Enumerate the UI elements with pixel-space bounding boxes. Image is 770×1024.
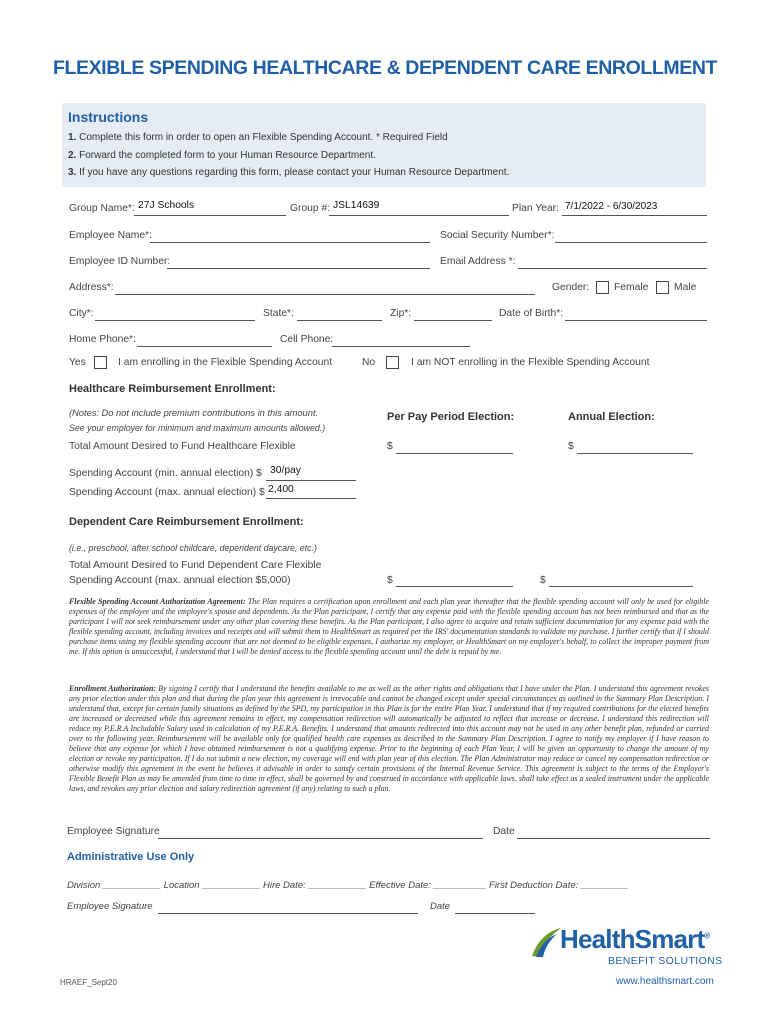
female-label: Female [614,282,649,293]
healthcare-max-value: 2,400 [268,484,294,495]
healthcare-min-label: Spending Account (min. annual election) $ [69,468,262,479]
instruction-line: 1. Complete this form in order to open an Flexible Spending Account. * Required Field [68,132,448,143]
dollar-sign: $ [568,441,574,452]
healthcare-note-2: See your employer for minimum and maximum amounts allowed.) [69,423,326,433]
enroll-yes-text: I am enrolling in the Flexible Spending Account [118,357,333,368]
admin-signature-field[interactable] [158,913,418,914]
healthcare-note-1: (Notes: Do not include premium contributions in this amount. [69,408,319,418]
home-phone-field[interactable] [137,346,272,347]
dependent-heading: Dependent Care Reimbursement Enrollment: [69,516,304,528]
dollar-sign: $ [540,575,546,586]
cell-phone-field[interactable] [332,346,470,347]
signature-date-label: Date [493,826,515,837]
website-link[interactable]: www.healthsmart.com [616,976,714,987]
instructions-heading: Instructions [68,109,149,125]
address-label: Address*: [69,282,114,293]
dependent-total-line-1: Total Amount Desired to Fund Dependent Care Flexible [69,560,322,571]
healthcare-heading: Healthcare Reimbursement Enrollment: [69,383,276,395]
gender-label: Gender: [552,282,590,293]
plan-year-value: 7/1/2022 - 6/30/2023 [565,201,658,212]
enroll-no-checkbox[interactable] [386,356,399,369]
ssn-field[interactable] [555,242,707,243]
logo-subtitle: BENEFIT SOLUTIONS [608,955,723,967]
zip-label: Zip*: [390,308,412,319]
instruction-line: 3. If you have any questions regarding this form, please contact your Human Resource Department. [68,167,510,178]
dollar-sign: $ [387,441,393,452]
dependent-total-line-2: Spending Account (max. annual election $5,000) [69,575,291,586]
dollar-sign: $ [387,575,393,586]
group-name-field[interactable] [134,215,286,216]
dependent-per-pay-field[interactable] [396,586,513,587]
city-label: City*: [69,308,94,319]
healthcare-annual-field[interactable] [577,453,693,454]
dob-label: Date of Birth*: [499,308,564,319]
healthcare-min-value: 30/pay [270,465,301,476]
male-checkbox[interactable] [656,281,669,294]
dob-field[interactable] [565,320,707,321]
plan-year-field[interactable] [562,215,707,216]
group-number-value: JSL14639 [333,200,380,211]
form-title: FLEXIBLE SPENDING HEALTHCARE & DEPENDENT CARE ENROLLMENT [52,57,718,79]
employee-signature-label: Employee Signature [67,826,160,837]
plan-year-label: Plan Year: [512,203,559,214]
instruction-line: 2. Forward the completed form to your Human Resource Department. [68,150,376,161]
group-number-label: Group #: [290,203,331,214]
cell-phone-label: Cell Phone: [280,334,334,345]
healthcare-max-label: Spending Account (max. annual election) $ [69,487,265,498]
address-field[interactable] [115,294,535,295]
state-field[interactable] [297,320,382,321]
yes-label: Yes [69,357,86,368]
employee-id-label: Employee ID Number: [69,256,171,267]
admin-date-label: Date [430,901,451,912]
authorization-agreement: Flexible Spending Account Authorization Agreement: The Plan requires a certification upon enrollment and each plan year thereafter that the flexible spending account will only be used for eligible expenses of the employee and the employee's spouse and dependents. As the Plan participant, I certify that any expense paid with the flexible spending account has not been reimbursed and that as the participant I will not seek reimbursement under any other plan covering these benefits. As the Plan participant, I also agree to acquire and retain sufficient documentation for any expense paid with the flexible spending account, including invoices and receipts and will submit them to HealthSmart as required per the IRS' documentation standards to validate my purchase. I further certify that if I should purchase items using my flexible spending account that are not deemed to be eligible expenses, I authorize my employer, or HealthSmart on my employer's behalf, to collect the improper payment from me. If this option is unsuccessful, I understand that I will be denied access to the flexible spending account until the debt is repaid by me. [69,597,709,656]
enroll-no-text: I am NOT enrolling in the Flexible Spending Account [411,357,650,368]
employee-signature-field[interactable] [158,838,483,839]
form-code: HRAEF_Sept20 [60,978,117,987]
enroll-yes-checkbox[interactable] [94,356,107,369]
signature-date-field[interactable] [517,838,710,839]
email-field[interactable] [518,268,707,269]
employee-name-field[interactable] [150,242,430,243]
admin-date-field[interactable] [455,913,535,914]
male-label: Male [674,282,697,293]
employee-name-label: Employee Name*: [69,230,152,241]
employee-id-field[interactable] [167,268,430,269]
healthcare-max-field[interactable] [266,498,356,499]
email-label: Email Address *: [440,256,516,267]
group-number-field[interactable] [329,215,509,216]
admin-signature-label: Employee Signature [67,901,153,912]
enrollment-authorization: Enrollment Authorization: By signing I certify that I understand the benefits available to me as well as the other rights and obligations that I have under the Plan. I understand this agreement revokes any prior election under this plan and that during the plan year this agreement is irrevocable and cannot be changed except under special circumstances as outlined in the Summary Plan Description. I understand that, except for certain family situations as defined by the SPD, my participation in this Plan is for the entire Plan Year. I understand that if my required contributions for the elected benefits are increased or decreased while this agreement remains in effect, my compensation redirection will automatically be adjusted to reflect that increase or decrease. I understand this redirection will reduce my P.E.R.A Includable Salary used in calculation of my P.E.R.A. Benefits. I understand that amounts redirected into this account may not be used in any other benefit plan, refunded or carried over to the following year. Reimbursement will be available only for qualified health care expenses as described in the Summary Plan Description. I agree to notify my employer if I have reason to believe that any expense for which I have obtained reimbursement is not a qualifying expense. Prior to the beginning of each Plan Year, I will be given an opportunity to change the amount of my election or revoke my participation. If I do not submit a new election, my coverage will end with plan year of this election. The Plan Administrator may reduce or cancel my compensation redirection or otherwise modify this agreement in the event he believes it advisable in order to satisfy certain provisions of the Internal Revenue Service. This agreement is subject to the terms of the Employer's Flexible Benefit Plan as may be amended from time to time in effect, shall be governed by and construed in accordance with applicable laws, shall take effect as a sealed instrument under the applicable laws, and revokes any prior election and salary redirection agreement (if any) relating to such a plan. [69,684,709,793]
no-label: No [362,357,376,368]
healthsmart-swoosh-icon [530,926,562,960]
state-label: State*: [263,308,294,319]
admin-heading: Administrative Use Only [67,851,195,863]
healthcare-per-pay-field[interactable] [396,453,513,454]
dependent-annual-field[interactable] [549,586,693,587]
ssn-label: Social Security Number*: [440,230,555,241]
city-field[interactable] [95,320,255,321]
dependent-note: (i.e., preschool, after school childcare, dependent daycare, etc.) [69,543,317,553]
healthcare-min-field[interactable] [266,480,356,481]
zip-field[interactable] [414,320,492,321]
admin-fields-line: Division ___________ Location ___________ Hire Date: ___________ Effective Date: __________ First Deduction Date: _________ [67,880,629,891]
female-checkbox[interactable] [596,281,609,294]
per-pay-heading: Per Pay Period Election: [387,411,515,423]
group-name-value: 27J Schools [138,200,195,211]
healthcare-total-label: Total Amount Desired to Fund Healthcare Flexible [69,441,296,452]
annual-heading: Annual Election: [568,411,655,423]
healthsmart-logo: HealthSmart® [560,924,710,954]
home-phone-label: Home Phone*: [69,334,136,345]
group-name-label: Group Name*: [69,203,135,214]
